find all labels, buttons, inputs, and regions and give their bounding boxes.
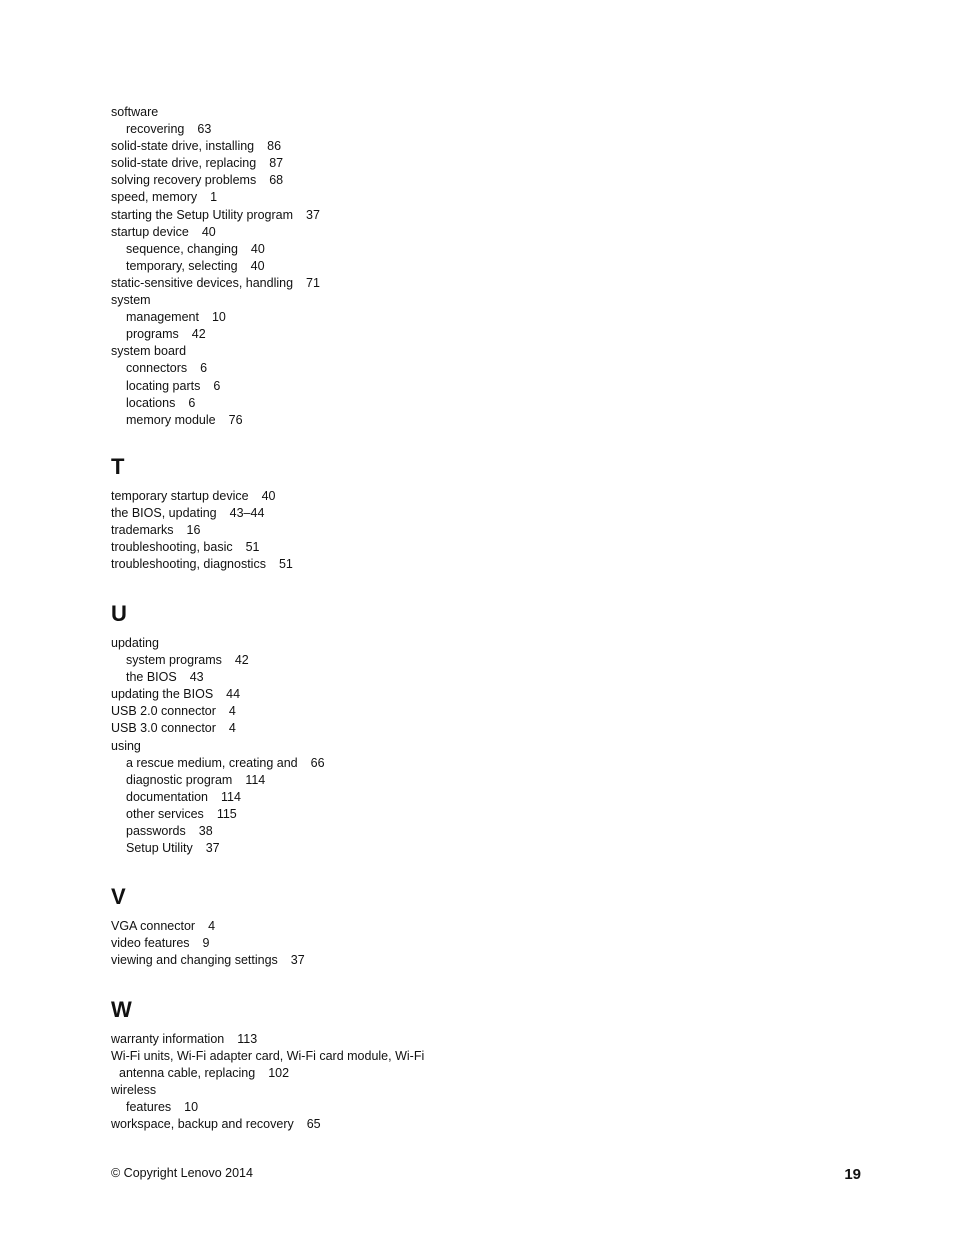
index-entry <box>111 155 511 172</box>
index-entry <box>111 1116 511 1133</box>
index-entry <box>111 505 511 522</box>
page-reference: 102 <box>268 1066 290 1081</box>
page-reference: 40 <box>250 241 265 256</box>
index-term: other services <box>126 806 204 821</box>
index-term: startup device <box>111 224 189 239</box>
index-term: recovering <box>126 122 185 137</box>
page-reference: 87 <box>269 156 284 171</box>
page-reference: 6 <box>213 378 221 393</box>
section-letter-heading: T <box>111 454 125 479</box>
index-term: Wi-Fi units, Wi-Fi adapter card, Wi-Fi card module, Wi-Fi <box>111 1049 425 1064</box>
index-entry <box>111 952 511 969</box>
index-term: solid-state drive, installing <box>111 139 255 154</box>
index-term: wireless <box>111 1083 157 1098</box>
copyright-notice: © Copyright Lenovo 2014 <box>111 1166 253 1180</box>
page-reference: 114 <box>221 789 241 804</box>
index-subentry <box>111 241 511 258</box>
page-reference: 1 <box>210 190 218 205</box>
index-subentry <box>111 652 511 669</box>
index-term: a rescue medium, creating and <box>126 755 298 770</box>
index-section <box>111 999 511 1134</box>
index-term: updating <box>111 636 159 650</box>
page-reference: 71 <box>306 275 320 290</box>
page-reference: 44 <box>226 687 241 702</box>
index-term: VGA connector <box>111 919 196 933</box>
page-reference: 68 <box>269 173 284 188</box>
page-reference: 65 <box>306 1117 321 1132</box>
index-term: USB 2.0 connector <box>111 704 216 719</box>
index-section <box>111 603 511 857</box>
page-reference: 40 <box>201 224 216 239</box>
index-entry <box>111 703 511 720</box>
index-entry <box>111 189 511 206</box>
index-term: solid-state drive, replacing <box>111 156 257 171</box>
page-reference: 76 <box>228 412 243 427</box>
index-entry <box>111 720 511 737</box>
index-subentry <box>111 755 511 772</box>
index-subentry <box>111 806 511 823</box>
index-entry <box>111 918 511 935</box>
index-subentry <box>111 378 511 395</box>
page-reference: 114 <box>245 772 266 787</box>
page-reference: 63 <box>197 122 212 137</box>
index-term: viewing and changing settings <box>111 953 278 968</box>
index-entry <box>111 686 511 703</box>
index-section <box>111 456 511 573</box>
index-subentry <box>111 772 511 789</box>
index-term: troubleshooting, diagnostics <box>111 557 266 572</box>
index-term: trademarks <box>111 523 174 538</box>
page-reference: 113 <box>237 1032 258 1046</box>
index-term: USB 3.0 connector <box>111 721 216 736</box>
page-reference: 4 <box>208 919 216 933</box>
index-term: antenna cable, replacing <box>119 1066 256 1081</box>
index-subentry <box>111 789 511 806</box>
index-entry <box>111 1065 511 1082</box>
page-reference: 38 <box>198 824 213 839</box>
index-subentry <box>111 1099 511 1116</box>
section-letter-heading: V <box>111 884 126 909</box>
index-term: video features <box>111 936 190 951</box>
index-term: using <box>111 738 141 753</box>
page-reference: 9 <box>202 936 210 951</box>
index-entry <box>111 635 511 652</box>
index-entry <box>111 1082 511 1099</box>
page-reference: 40 <box>250 258 265 273</box>
index-subentry <box>111 412 511 429</box>
page-reference: 43–44 <box>229 506 265 521</box>
index-entry <box>111 522 511 539</box>
index-entry <box>111 172 511 189</box>
index-term: documentation <box>126 789 209 804</box>
index-term: warranty information <box>111 1032 225 1046</box>
index-entry <box>111 292 511 309</box>
index-term: starting the Setup Utility program <box>111 207 294 222</box>
page-reference: 37 <box>290 953 305 968</box>
index-term: system <box>111 293 151 308</box>
index-term: Setup Utility <box>126 841 193 856</box>
page-reference: 16 <box>186 523 201 538</box>
section-letter-heading: W <box>111 997 132 1022</box>
page-reference: 10 <box>211 310 226 325</box>
page-reference: 6 <box>200 361 208 376</box>
index-entry <box>111 1031 511 1048</box>
index-term: memory module <box>126 412 216 427</box>
page-reference: 43 <box>189 670 204 685</box>
index-term: passwords <box>126 824 186 839</box>
index-subentry <box>111 669 511 686</box>
index-entry <box>111 539 511 556</box>
page-reference: 10 <box>184 1100 199 1115</box>
index-subentry <box>111 395 511 412</box>
index-section <box>111 886 511 969</box>
index-term: temporary, selecting <box>126 258 238 273</box>
page-reference: 86 <box>267 139 282 154</box>
index-term: workspace, backup and recovery <box>111 1117 294 1132</box>
page-reference: 40 <box>261 489 276 503</box>
page-reference: 115 <box>216 806 237 821</box>
page-reference: 66 <box>310 755 325 770</box>
index-term: software <box>111 105 159 119</box>
index-term: locations <box>126 395 176 410</box>
index-term: programs <box>126 327 179 342</box>
page-reference: 4 <box>228 704 236 719</box>
index-entry <box>111 343 511 360</box>
index-term: the BIOS, updating <box>111 506 217 521</box>
index-term: system board <box>111 344 187 359</box>
page-reference: 51 <box>245 540 260 555</box>
index-term: solving recovery problems <box>111 173 257 188</box>
page-reference: 42 <box>234 653 249 668</box>
index-term: speed, memory <box>111 190 198 205</box>
index-section <box>111 104 511 429</box>
index-entry <box>111 935 511 952</box>
index-term: features <box>126 1100 172 1115</box>
page-reference: 6 <box>188 395 196 410</box>
index-subentry <box>111 840 511 857</box>
page-reference: 51 <box>278 557 293 572</box>
index-entry <box>111 138 511 155</box>
index-term: system programs <box>126 653 222 668</box>
index-term: static-sensitive devices, handling <box>111 275 294 290</box>
index-term: updating the BIOS <box>111 687 214 702</box>
page-reference: 42 <box>191 327 206 342</box>
index-subentry <box>111 326 511 343</box>
index-subentry <box>111 258 511 275</box>
index-term: diagnostic program <box>126 772 233 787</box>
index-subentry <box>111 360 511 377</box>
index-term: connectors <box>126 361 188 376</box>
index-term: temporary startup device <box>111 489 249 503</box>
index-subentry <box>111 309 511 326</box>
index-entry <box>111 1048 511 1065</box>
index-term: sequence, changing <box>126 241 238 256</box>
index-entry <box>111 488 511 505</box>
index-entry <box>111 738 511 755</box>
section-letter-heading: U <box>111 601 127 626</box>
page-number: 19 <box>844 1166 861 1183</box>
index-term: troubleshooting, basic <box>111 540 233 555</box>
index-entry <box>111 275 511 292</box>
index-entry <box>111 207 511 224</box>
page-reference: 37 <box>205 841 220 856</box>
page-reference: 37 <box>306 207 320 222</box>
index-term: locating parts <box>126 378 201 393</box>
index-entry <box>111 104 511 121</box>
index-subentry <box>111 121 511 138</box>
index-entry <box>111 556 511 573</box>
index-subentry <box>111 823 511 840</box>
index-term: management <box>126 310 199 325</box>
page-reference: 4 <box>228 721 236 736</box>
index-term: the BIOS <box>126 670 177 685</box>
index-entry <box>111 224 511 241</box>
